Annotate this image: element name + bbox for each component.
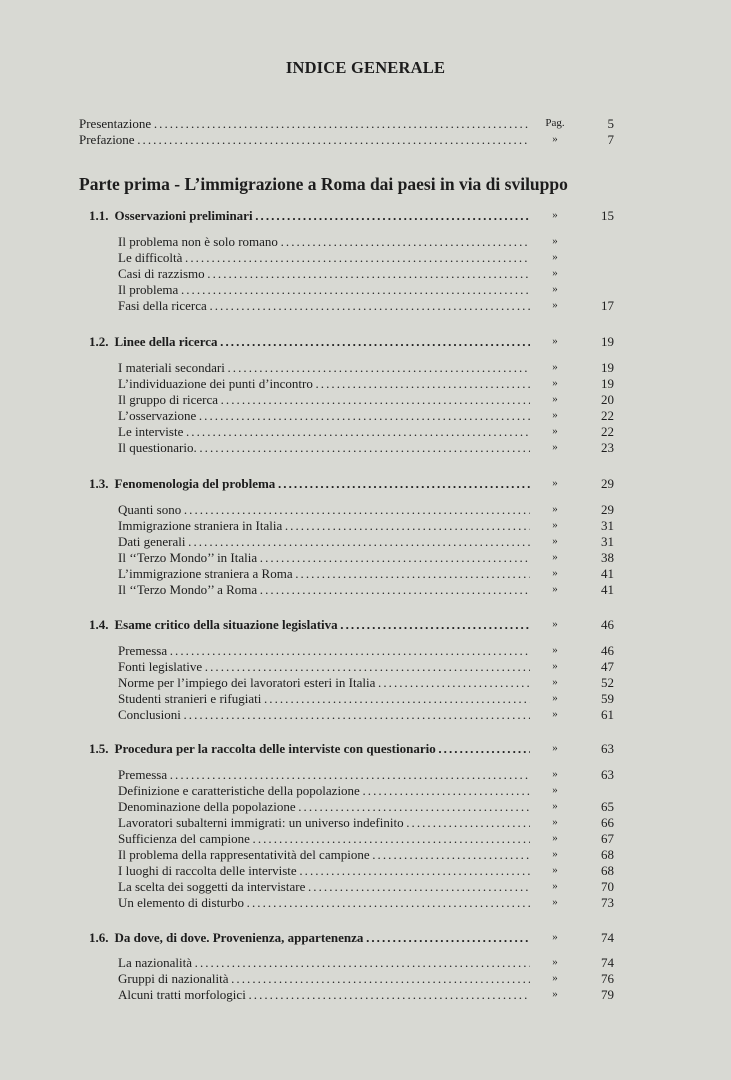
ditto-mark: » [552,377,558,389]
toc-entry-label: Alcuni tratti morfologici . . . [118,987,530,1002]
toc-entry[interactable] [0,863,731,878]
ditto-mark: » [552,393,558,405]
page-number: 68 [601,847,614,862]
toc-entry[interactable] [0,783,731,798]
page-number: 22 [601,408,614,423]
section-number: 1.2. [89,334,109,349]
ditto-mark: » [552,251,558,263]
ditto-mark: » [552,832,558,844]
section-heading-1-3[interactable] [0,476,731,491]
toc-entry-label: L’individuazione dei punti d’incontro . . . [118,376,530,391]
toc-entry-label: Un elemento di disturbo . . . [118,895,530,910]
ditto-mark: » [552,931,558,943]
toc-entry-label: La scelta dei soggetti da intervistare . . . [118,879,530,894]
toc-entry[interactable] [0,266,731,281]
ditto-mark: » [552,784,558,796]
toc-entry-label: Le interviste . . . [118,424,530,439]
page-number: 31 [601,534,614,549]
toc-entry-label: I luoghi di raccolta delle interviste . . . [118,863,530,878]
page-number: 23 [601,440,614,455]
page-number: 47 [601,659,614,674]
page-number: 38 [601,550,614,565]
toc-entry-label: Il problema . . . [118,282,530,297]
toc-entry-label: Premessa . . . [118,767,530,782]
section-heading-1-4[interactable] [0,617,731,632]
section-heading-1-5[interactable] [0,741,731,756]
toc-entry[interactable] [0,424,731,439]
section-label [89,208,530,223]
toc-entry-label: Quanti sono . . . [118,502,530,517]
page-number: 76 [601,971,614,986]
toc-entry[interactable] [0,376,731,391]
page-number: 31 [601,518,614,533]
toc-entry-label: L’osservazione . . . [118,408,530,423]
ditto-mark: » [552,800,558,812]
ditto-mark: » [552,583,558,595]
section-label [89,476,530,491]
ditto-mark: » [552,676,558,688]
toc-entry-label: L’immigrazione straniera a Roma . . . [118,566,530,581]
page-number: 66 [601,815,614,830]
toc-entry-label: I materiali secondari . . . [118,360,530,375]
section-heading-1-2[interactable] [0,334,731,349]
page-number: 15 [601,208,614,223]
page-number: 29 [601,476,614,491]
ditto-mark: » [552,742,558,754]
page-number: 68 [601,863,614,878]
toc-entry-presentazione[interactable] [0,116,731,131]
part-title: Parte prima - L’immigrazione a Roma dai paesi in via di sviluppo [79,174,568,194]
ditto-mark: » [552,535,558,547]
toc-entry[interactable] [0,895,731,910]
page-number: 74 [601,930,614,945]
toc-entry[interactable] [0,987,731,1002]
ditto-mark: » [552,133,558,145]
ditto-mark: » [552,209,558,221]
ditto-mark: » [552,299,558,311]
toc-entry-label: Il ‘‘Terzo Mondo’’ in Italia . . . [118,550,530,565]
page-number: 19 [601,376,614,391]
toc-entry[interactable] [0,582,731,597]
toc-entry[interactable] [0,440,731,455]
toc-entry-label: Definizione e caratteristiche della popolazione . . . [118,783,530,798]
page-number: 19 [601,334,614,349]
ditto-mark: » [552,618,558,630]
toc-entry-label: Fonti legislative . . . [118,659,530,674]
toc-entry[interactable] [0,879,731,894]
toc-entry[interactable] [0,282,731,297]
toc-entry-label: Conclusioni . . . [118,707,530,722]
ditto-mark: » [552,988,558,1000]
toc-entry-label: Immigrazione straniera in Italia . . . [118,518,530,533]
toc-entry[interactable] [0,566,731,581]
section-number: 1.4. [89,617,109,632]
toc-entry-label: Sufficienza del campione . . . [118,831,530,846]
toc-entry[interactable] [0,815,731,830]
toc-entry[interactable] [0,408,731,423]
ditto-mark: » [552,519,558,531]
ditto-mark: » [552,235,558,247]
toc-entry-label: Presentazione . . . [79,116,530,131]
section-number: 1.3. [89,476,109,491]
ditto-mark: » [552,267,558,279]
section-title: Linee della ricerca [114,334,218,349]
toc-entry-label: Il problema della rappresentatività del campione . . . [118,847,530,862]
page-number: 67 [601,831,614,846]
ditto-mark: » [552,768,558,780]
page-number: 70 [601,879,614,894]
section-heading-1-6[interactable] [0,930,731,945]
page-number: 59 [601,691,614,706]
ditto-mark: » [552,425,558,437]
page-number: 65 [601,799,614,814]
toc-entry-label: Denominazione della popolazione . . . [118,799,530,814]
page-number: 41 [601,582,614,597]
page-number: 7 [607,132,614,147]
page-number: 63 [601,767,614,782]
ditto-mark: » [552,477,558,489]
toc-entry[interactable] [0,518,731,533]
section-title: Esame critico della situazione legislativa [114,617,338,632]
toc-entry-label: Il ‘‘Terzo Mondo’’ a Roma . . . [118,582,530,597]
ditto-mark: » [552,335,558,347]
toc-entry[interactable] [0,971,731,986]
page-number: 63 [601,741,614,756]
toc-entry[interactable] [0,799,731,814]
toc-entry[interactable] [0,691,731,706]
ditto-mark: » [552,283,558,295]
toc-entry-label: Casi di razzismo . . . [118,266,530,281]
section-title: Osservazioni preliminari [114,208,253,223]
toc-entry[interactable] [0,955,731,970]
ditto-mark: » [552,644,558,656]
ditto-mark: » [552,848,558,860]
page-number: 46 [601,643,614,658]
toc-entry-label: Fasi della ricerca . . . [118,298,530,313]
toc-entry[interactable] [0,767,731,782]
toc-entry[interactable] [0,360,731,375]
toc-entry-label: La nazionalità . . . [118,955,530,970]
ditto-mark: » [552,880,558,892]
page-number: 79 [601,987,614,1002]
ditto-mark: » [552,896,558,908]
toc-entry[interactable] [0,550,731,565]
page-number: 19 [601,360,614,375]
toc-entry-label: Il gruppo di ricerca . . . [118,392,530,407]
ditto-mark: » [552,972,558,984]
ditto-mark: » [552,816,558,828]
toc-entry[interactable] [0,502,731,517]
section-label [89,930,530,945]
ditto-mark: » [552,692,558,704]
ditto-mark: » [552,361,558,373]
section-title: Fenomenologia del problema [114,476,276,491]
section-number: 1.5. [89,741,109,756]
toc-entry-prefazione[interactable] [0,132,731,147]
ditto-mark: » [552,441,558,453]
toc-entry-label: Norme per l’impiego dei lavoratori esteri in Italia . . . [118,675,530,690]
section-label [89,617,530,632]
page-marker: Pag. [545,117,565,129]
page-number: 61 [601,707,614,722]
page-number: 17 [601,298,614,313]
section-title: Procedura per la raccolta delle interviste con questionario [114,741,436,756]
toc-entry-label: Dati generali . . . [118,534,530,549]
section-heading-1-1[interactable] [0,208,731,223]
page-number: 29 [601,502,614,517]
page-number: 52 [601,675,614,690]
page-number: 22 [601,424,614,439]
ditto-mark: » [552,660,558,672]
ditto-mark: » [552,409,558,421]
page-number: 20 [601,392,614,407]
page-number: 5 [607,116,614,131]
section-number: 1.6. [89,930,109,945]
ditto-mark: » [552,708,558,720]
toc-entry[interactable] [0,534,731,549]
page-number: 74 [601,955,614,970]
toc-entry[interactable] [0,675,731,690]
ditto-mark: » [552,503,558,515]
toc-entry[interactable] [0,392,731,407]
section-number: 1.1. [89,208,109,223]
toc-entry[interactable] [0,250,731,265]
page-title: INDICE GENERALE [285,58,446,77]
toc-entry[interactable] [0,847,731,862]
section-label [89,334,530,349]
toc-entry[interactable] [0,298,731,313]
ditto-mark: » [552,567,558,579]
page-number: 73 [601,895,614,910]
toc-entry[interactable] [0,831,731,846]
toc-entry[interactable] [0,659,731,674]
toc-entry-label: Il problema non è solo romano . . . [118,234,530,249]
toc-entry[interactable] [0,643,731,658]
toc-entry-label: Le difficoltà . . . [118,250,530,265]
ditto-mark: » [552,864,558,876]
ditto-mark: » [552,551,558,563]
section-label [89,741,530,756]
toc-entry-label: Prefazione . . . [79,132,530,147]
toc-entry-label: Il questionario. . . . [118,440,530,455]
toc-entry-label: Lavoratori subalterni immigrati: un universo indefinito . . . [118,815,530,830]
page-number: 41 [601,566,614,581]
toc-entry-label: Premessa . . . [118,643,530,658]
section-title: Da dove, di dove. Provenienza, appartenenza [114,930,364,945]
page-number: 46 [601,617,614,632]
ditto-mark: » [552,956,558,968]
toc-entry[interactable] [0,234,731,249]
toc-entry-label: Studenti stranieri e rifugiati . . . [118,691,530,706]
toc-entry[interactable] [0,707,731,722]
toc-entry-label: Gruppi di nazionalità . . . [118,971,530,986]
